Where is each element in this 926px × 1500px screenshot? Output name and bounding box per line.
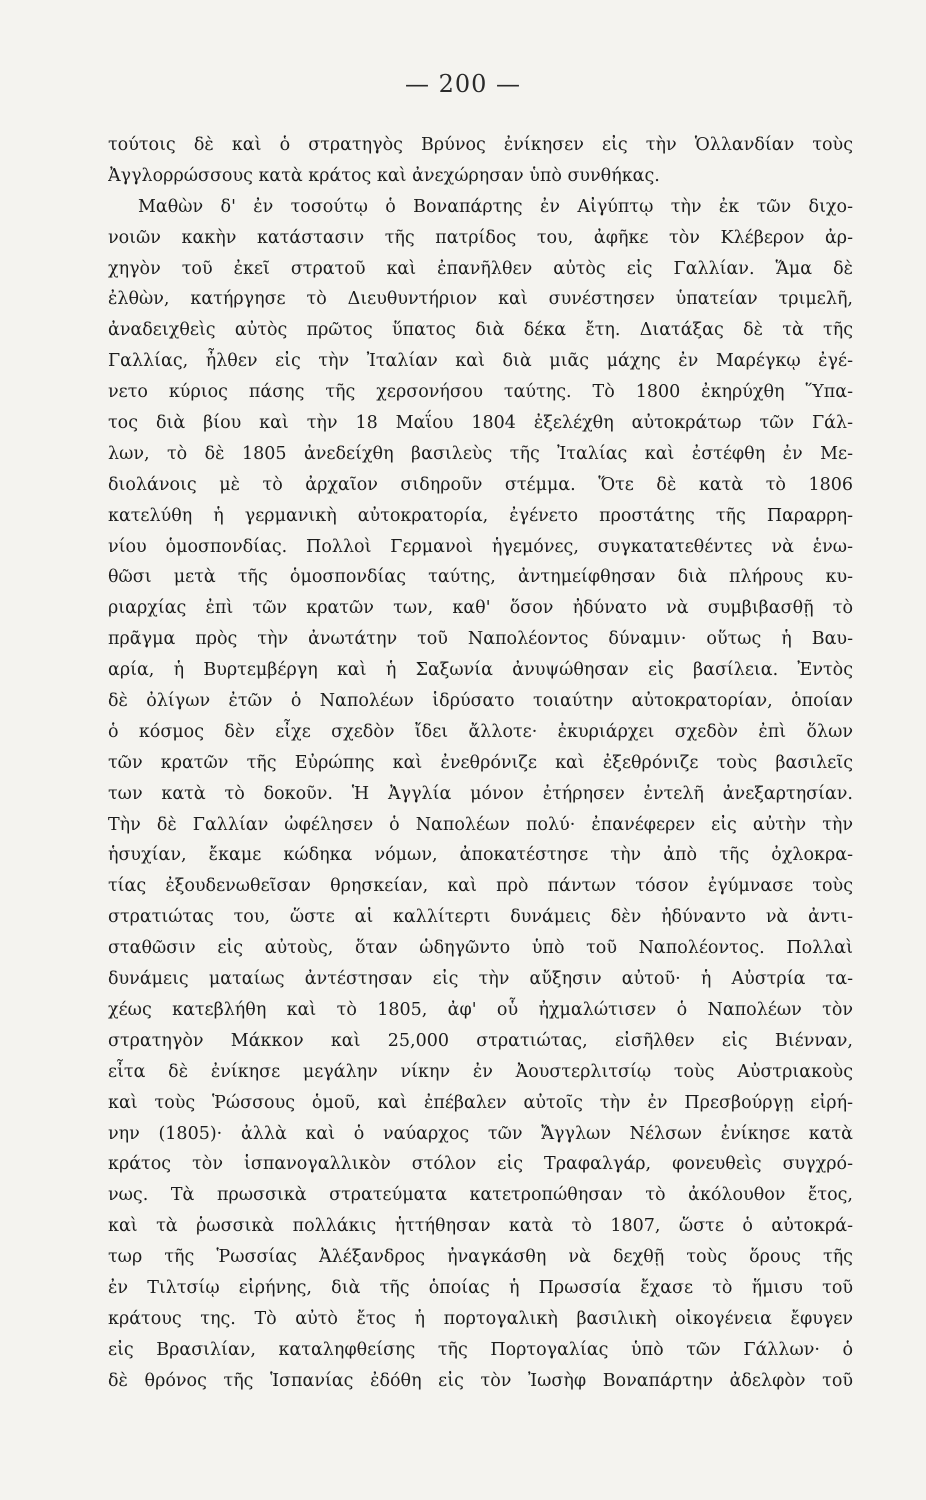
text-line: δὲ ὀλίγων ἐτῶν ὁ Ναπολέων ἱδρύσατο τοιαύτην αὐτοκρατορίαν, ὁποίαν: [108, 691, 853, 712]
text-line: τῶν κρατῶν τῆς Εὐρώπης καὶ ἐνεθρόνιζε καὶ ἐξεθρόνιζε τοὺς βασιλεῖς: [108, 752, 853, 773]
text-line: αρία, ἡ Βυρτεμβέργη καὶ ἡ Σαξωνία ἀνυψώθησαν εἰς βασίλεια. Ἐντὸς: [108, 660, 853, 681]
text-line: τίας ἐξουδενωθεῖσαν θρησκείαν, καὶ πρὸ πάντων τόσον ἐγύμνασε τοὺς: [108, 876, 853, 897]
body-text: [108, 130, 853, 1397]
text-line: κατελύθη ἡ γερμανικὴ αὐτοκρατορία, ἐγένετο προστάτης τῆς Παραρρη-: [108, 505, 853, 526]
text-line: δὲ θρόνος τῆς Ἱσπανίας ἐδόθη εἰς τὸν Ἰωσὴφ Βοναπάρτην ἀδελφὸν τοῦ: [108, 1370, 853, 1391]
text-line: θῶσι μετὰ τῆς ὁμοσπονδίας ταύτης, ἀντημείφθησαν διὰ πλήρους κυ-: [108, 567, 853, 588]
text-line: χέως κατεβλήθη καὶ τὸ 1805, ἀφ' οὗ ἠχμαλώτισεν ὁ Ναπολέων τὸν: [108, 999, 853, 1020]
text-line: πρᾶγμα πρὸς τὴν ἀνωτάτην τοῦ Ναπολέοντος δύναμιν· οὕτως ἡ Βαυ-: [108, 629, 853, 650]
text-line: νοιῶν κακὴν κατάστασιν τῆς πατρίδος του, ἀφῆκε τὸν Κλέβερον ἀρ-: [108, 227, 853, 248]
text-line: δυνάμεις ματαίως ἀντέστησαν εἰς τὴν αὔξησιν αὐτοῦ· ἡ Αὐστρία τα-: [108, 969, 853, 990]
text-line: σταθῶσιν εἰς αὐτοὺς, ὅταν ὡδηγῶντο ὑπὸ τοῦ Ναπολέοντος. Πολλαὶ: [108, 938, 853, 959]
text-line: χηγὸν τοῦ ἐκεῖ στρατοῦ καὶ ἐπανῆλθεν αὐτὸς εἰς Γαλλίαν. Ἅμα δὲ: [108, 258, 853, 279]
text-line: κράτος τὸν ἱσπανογαλλικὸν στόλον εἰς Τραφαλγάρ, φονευθεὶς συγχρό-: [108, 1154, 853, 1175]
text-line: στρατιώτας του, ὥστε αἱ καλλίτερτι δυνάμεις δὲν ἠδύναντο νὰ ἀντι-: [108, 907, 853, 928]
page-number: — 200 —: [404, 70, 522, 98]
text-line: κράτους της. Τὸ αὐτὸ ἔτος ἡ πορτογαλικὴ βασιλικὴ οἰκογένεια ἔφυγεν: [108, 1308, 853, 1329]
text-line: νίου ὁμοσπονδίας. Πολλοὶ Γερμανοὶ ἡγεμόνες, συγκατατεθέντες νὰ ἑνω-: [108, 536, 853, 557]
text-line: τος διὰ βίου καὶ τὴν 18 Μαΐου 1804 ἐξελέχθη αὐτοκράτωρ τῶν Γάλ-: [108, 413, 853, 434]
text-line: διολάνοις μὲ τὸ ἀρχαῖον σιδηροῦν στέμμα. Ὅτε δὲ κατὰ τὸ 1806: [108, 474, 853, 495]
text-line: εἰς Βρασιλίαν, καταληφθείσης τῆς Πορτογαλίας ὑπὸ τῶν Γάλλων· ὁ: [108, 1339, 853, 1360]
text-line: τούτοις δὲ καὶ ὁ στρατηγὸς Βρύνος ἐνίκησεν εἰς τὴν Ὁλλανδίαν τοὺς: [108, 135, 853, 155]
text-line: λων, τὸ δὲ 1805 ἀνεδείχθη βασιλεὺς τῆς Ἰταλίας καὶ ἐστέφθη ἐν Με-: [108, 443, 853, 464]
text-line: ἀναδειχθεὶς αὐτὸς πρῶτος ὕπατος διὰ δέκα ἔτη. Διατάξας δὲ τὰ τῆς: [108, 320, 853, 341]
text-line: ἐλθὼν, κατήργησε τὸ Διευθυντήριον καὶ συνέστησεν ὑπατείαν τριμελῆ,: [108, 289, 853, 310]
text-line: Ἀγγλορρώσσους κατὰ κράτος καὶ ἀνεχώρησαν ὑπὸ συνθήκας.: [108, 165, 660, 186]
text-line: καὶ τοὺς Ῥώσσους ὁμοῦ, καὶ ἐπέβαλεν αὐτοῖς τὴν ἐν Πρεσβούργῃ εἰρή-: [108, 1092, 853, 1113]
text-line: των κατὰ τὸ δοκοῦν. Ἡ Ἀγγλία μόνον ἐτήρησεν ἐντελῆ ἀνεξαρτησίαν.: [108, 783, 853, 804]
text-line: καὶ τὰ ῥωσσικὰ πολλάκις ἡττήθησαν κατὰ τὸ 1807, ὥστε ὁ αὐτοκρά-: [108, 1216, 853, 1237]
text-line: ὁ κόσμος δὲν εἶχε σχεδὸν ἴδει ἄλλοτε· ἐκυριάρχει σχεδὸν ἐπὶ ὅλων: [108, 721, 853, 742]
text-line: Γαλλίας, ἦλθεν εἰς τὴν Ἰταλίαν καὶ διὰ μιᾶς μάχης ἐν Μαρέγκῳ ἐγέ-: [108, 351, 853, 372]
text-line: ἡσυχίαν, ἔκαμε κώδηκα νόμων, ἀποκατέστησε τὴν ἀπὸ τῆς ὀχλοκρα-: [108, 845, 853, 866]
text-line: Μαθὼν δ' ἐν τοσούτῳ ὁ Βοναπάρτης ἐν Αἰγύπτῳ τὴν ἐκ τῶν διχο-: [138, 196, 853, 217]
text-line: εἶτα δὲ ἐνίκησε μεγάλην νίκην ἐν Ἀουστερλιτσίῳ τοὺς Αὐστριακοὺς: [108, 1061, 853, 1082]
text-line: ἐν Τιλτσίῳ εἰρήνης, διὰ τῆς ὁποίας ἡ Πρωσσία ἔχασε τὸ ἥμισυ τοῦ: [108, 1277, 853, 1298]
text-line: στρατηγὸν Μάκκον καὶ 25,000 στρατιώτας, εἰσῆλθεν εἰς Βιένναν,: [108, 1030, 853, 1051]
text-line: νως. Τὰ πρωσσικὰ στρατεύματα κατετροπώθησαν τὸ ἀκόλουθον ἔτος,: [108, 1185, 853, 1206]
text-line: ριαρχίας ἐπὶ τῶν κρατῶν των, καθ' ὅσον ἠδύνατο νὰ συμβιβασθῇ τὸ: [108, 598, 853, 619]
text-line: νην (1805)· ἀλλὰ καὶ ὁ ναύαρχος τῶν Ἄγγλων Νέλσων ἐνίκησε κατὰ: [108, 1123, 853, 1144]
text-line: νετο κύριος πάσης τῆς χερσονήσου ταύτης. Τὸ 1800 ἐκηρύχθη Ὕπα-: [108, 382, 853, 403]
text-line: τωρ τῆς Ῥωσσίας Ἀλέξανδρος ἠναγκάσθη νὰ δεχθῇ τοὺς ὅρους τῆς: [108, 1247, 853, 1268]
text-line: Τὴν δὲ Γαλλίαν ὠφέλησεν ὁ Ναπολέων πολύ· ἐπανέφερεν εἰς αὐτὴν τὴν: [108, 814, 853, 835]
